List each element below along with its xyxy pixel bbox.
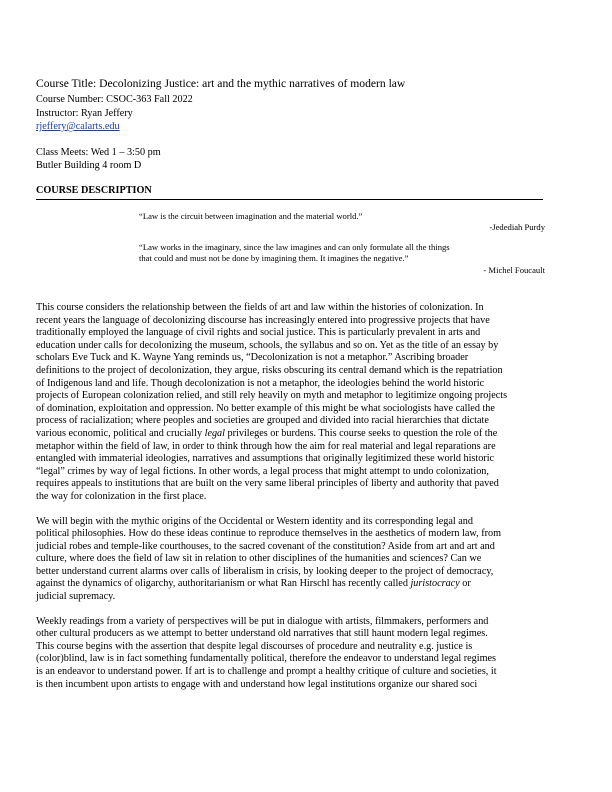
paragraph-text: against the dynamics of oligarchy, authoritarianism or what Ran Hirschl has recently called — [36, 578, 411, 590]
paragraph-line: requires appeals to institutions that are built on the very same liberal principles of liberty and authority that paved — [36, 478, 499, 490]
paragraph-line: process of racialization; where peoples and societies are grouped and divided into racial hierarchies that dictate — [36, 415, 489, 427]
quote-line: that could and must not be done by imagining them. It imagines the negative.” — [139, 253, 409, 263]
description-paragraph-3 — [36, 616, 545, 692]
paragraph-line: other cultural producers as we attempt to better understand old narratives that still haunt modern legal regimes. — [36, 628, 488, 640]
paragraph-line: of Indigenous land and life. Though decolonization is not a metaphor, the ideologies behind the world historic — [36, 377, 485, 389]
quote-attribution: -Jedediah Purdy — [489, 222, 545, 232]
paragraph-line: is an endeavor to understand power. If art is to challenge and prompt a healthy critique of culture and societies, it — [36, 666, 497, 678]
paragraph-line: This course begins with the assertion that despite legal discourses of procedure and neutrality e.g. justice is — [36, 640, 473, 652]
description-paragraph-2 — [36, 516, 545, 604]
course-title: Course Title: Decolonizing Justice: art and the mythic narratives of modern law — [36, 77, 406, 90]
paragraph-line: metaphor within the field of law, in order to think through how the aim for real material and legal reparations are — [36, 440, 496, 452]
paragraph-line: definitions to the project of decolonization, they argue, risks obscuring its central demand which is the repatriation — [36, 364, 503, 376]
paragraph-text: privileges or burdens. This course seeks to question the role of the — [224, 427, 498, 439]
paragraph-line: scholars Eve Tuck and K. Wayne Yang reminds us, “Decolonization is not a metaphor.” Ascribing broader — [36, 352, 469, 364]
epigraph-quote — [139, 242, 545, 277]
paragraph-line: entangled with immaterial ideologies, narratives and assumptions that originally legitimized these world historic — [36, 453, 495, 465]
paragraph-text: or — [459, 578, 471, 590]
spacer — [36, 134, 545, 146]
paragraph-line — [36, 578, 545, 591]
paragraph-line: is then incumbent upon artists to engage with and understand how legal institutions organize our shared soci — [36, 678, 478, 690]
paragraph-line: the way for colonization in the first place. — [36, 490, 207, 502]
instructor-email-link[interactable]: rjeffery@calarts.edu — [36, 121, 120, 132]
paragraph-line: We will begin with the mythic origins of the Occidental or Western identity and its corresponding legal and — [36, 515, 473, 527]
quote-line: “Law works in the imaginary, since the law imagines and can only formulate all the things — [139, 241, 450, 252]
paragraph-line: of domination, exploitation and oppression. No better example of this might be what sociologists have called the — [36, 402, 495, 414]
paragraph-line: recent years the language of decolonizing discourse has increasingly entered into progressive projects that have — [36, 314, 490, 326]
paragraph-line: (color)blind, law is in fact something fundamentally political, therefore the endeavor to understand legal regimes — [36, 653, 496, 665]
course-number: Course Number: CSOC-363 Fall 2022 — [36, 94, 193, 105]
paragraph-line: traditionally employed the language of civil rights and social justice. This is particularly prevalent in arts and — [36, 327, 481, 339]
paragraph-line: judicial supremacy. — [36, 591, 116, 603]
class-meets: Class Meets: Wed 1 – 3:50 pm — [36, 146, 161, 158]
quote-line: “Law is the circuit between imagination and the material world.” — [139, 210, 363, 221]
document-page — [36, 76, 545, 691]
paragraph-line: education under calls for decolonizing the museum, schools, the syllabus and so on. Yet as the title of an essay by — [36, 339, 499, 351]
paragraph-line: culture, where does the field of law sit in relation to other disciplines of the humanities and sciences? Can we — [36, 553, 482, 565]
emphasis-text: legal — [204, 427, 225, 439]
paragraph-text: various economic, political and crucially — [36, 427, 205, 439]
paragraph-line: judicial robes and temple-like courthouses, to the sacred covenant of the constitution? Aside from art and art and — [36, 540, 495, 552]
instructor: Instructor: Ryan Jeffery — [36, 107, 133, 119]
description-paragraph-1 — [36, 302, 545, 504]
paragraph-line: political philosophies. How do these ideas continue to reproduce themselves in the aesthetics of modern law, from — [36, 528, 502, 540]
paragraph-line: “legal” crimes by way of legal fictions. In other words, a legal process that might attempt to undo colonization, — [36, 465, 489, 477]
paragraph-line: projects of European colonization relied, and still rely heavily on myth and metaphor to legitimize ongoing projects — [36, 390, 508, 402]
class-location: Butler Building 4 room D — [36, 160, 142, 171]
emphasis-text: juristocracy — [410, 578, 460, 590]
quote-attribution: - Michel Foucault — [483, 264, 545, 275]
section-heading-course-description: COURSE DESCRIPTION — [36, 185, 543, 200]
paragraph-line — [36, 428, 545, 441]
epigraph-quote — [139, 211, 545, 234]
paragraph-line: Weekly readings from a variety of perspectives will be put in dialogue with artists, filmmakers, performers and — [36, 615, 489, 627]
paragraph-line: better understand current alarms over calls of liberalism in crisis, by looking deeper to the project of democracy, — [36, 565, 494, 577]
instructor-email-line — [36, 120, 545, 134]
paragraph-line: This course considers the relationship between the fields of art and law within the histories of colonization. In — [36, 302, 484, 313]
